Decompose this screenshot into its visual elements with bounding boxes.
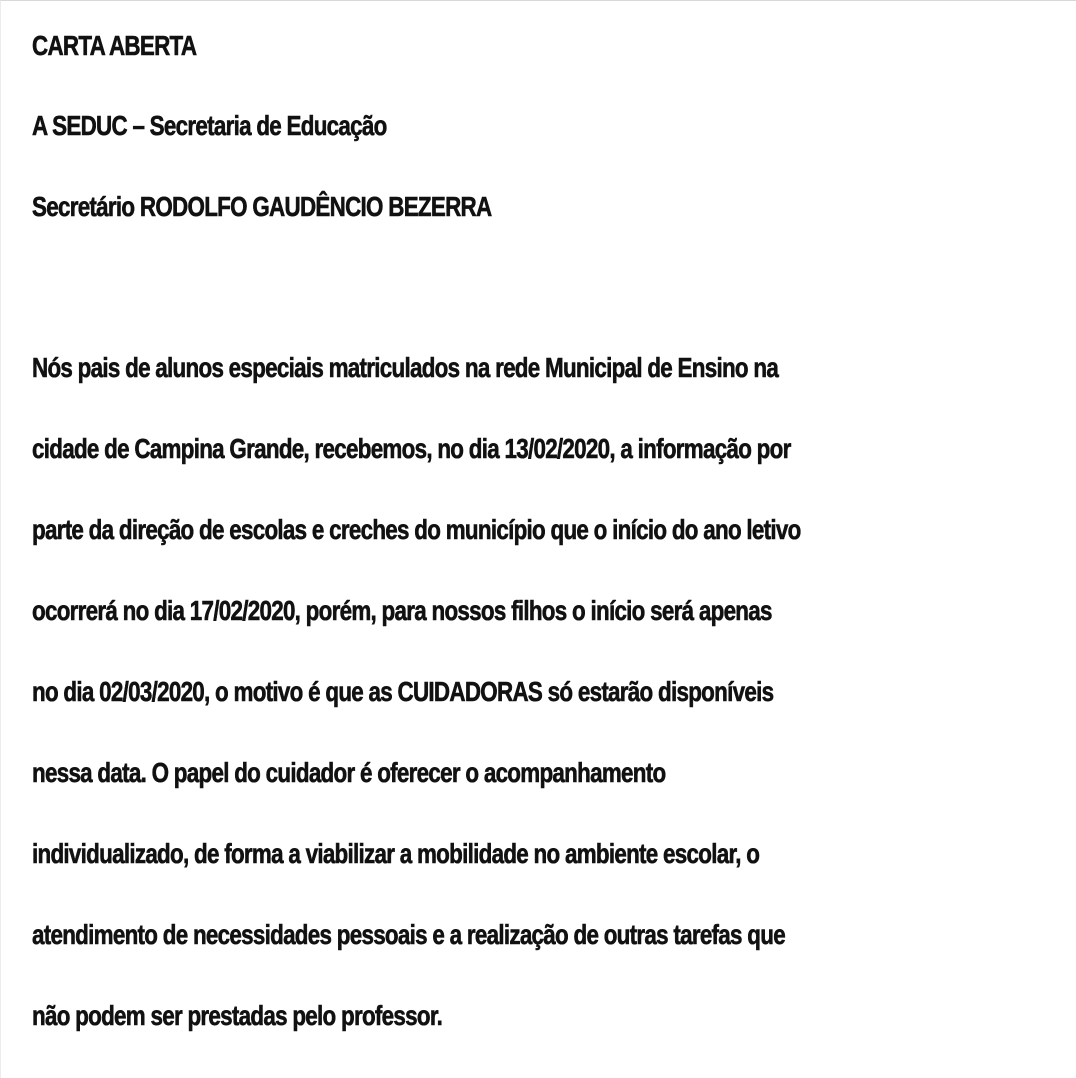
body-line: não podem ser prestadas pelo professor. bbox=[32, 1000, 443, 1031]
letter-recipient: A SEDUC – Secretaria de Educação bbox=[32, 110, 387, 141]
letter-secretary: Secretário RODOLFO GAUDÊNCIO BEZERRA bbox=[32, 191, 492, 222]
body-line: individualizado, de forma a viabilizar a mobilidade no ambiente escolar, o bbox=[32, 838, 760, 869]
letter-title: CARTA ABERTA bbox=[32, 30, 197, 61]
body-line: no dia 02/03/2020, o motivo é que as CUIDADORAS só estarão disponíveis bbox=[32, 676, 774, 707]
body-line: parte da direção de escolas e creches do município que o início do ano letivo bbox=[32, 514, 801, 545]
body-line: ocorrerá no dia 17/02/2020, porém, para nossos filhos o início será apenas bbox=[32, 595, 772, 626]
body-line: nessa data. O papel do cuidador é oferecer o acompanhamento bbox=[32, 757, 666, 788]
body-line: cidade de Campina Grande, recebemos, no dia 13/02/2020, a informação por bbox=[32, 433, 791, 464]
body-line: atendimento de necessidades pessoais e a realização de outras tarefas que bbox=[32, 919, 785, 950]
body-line: Nós pais de alunos especiais matriculados na rede Municipal de Ensino na bbox=[32, 352, 779, 383]
